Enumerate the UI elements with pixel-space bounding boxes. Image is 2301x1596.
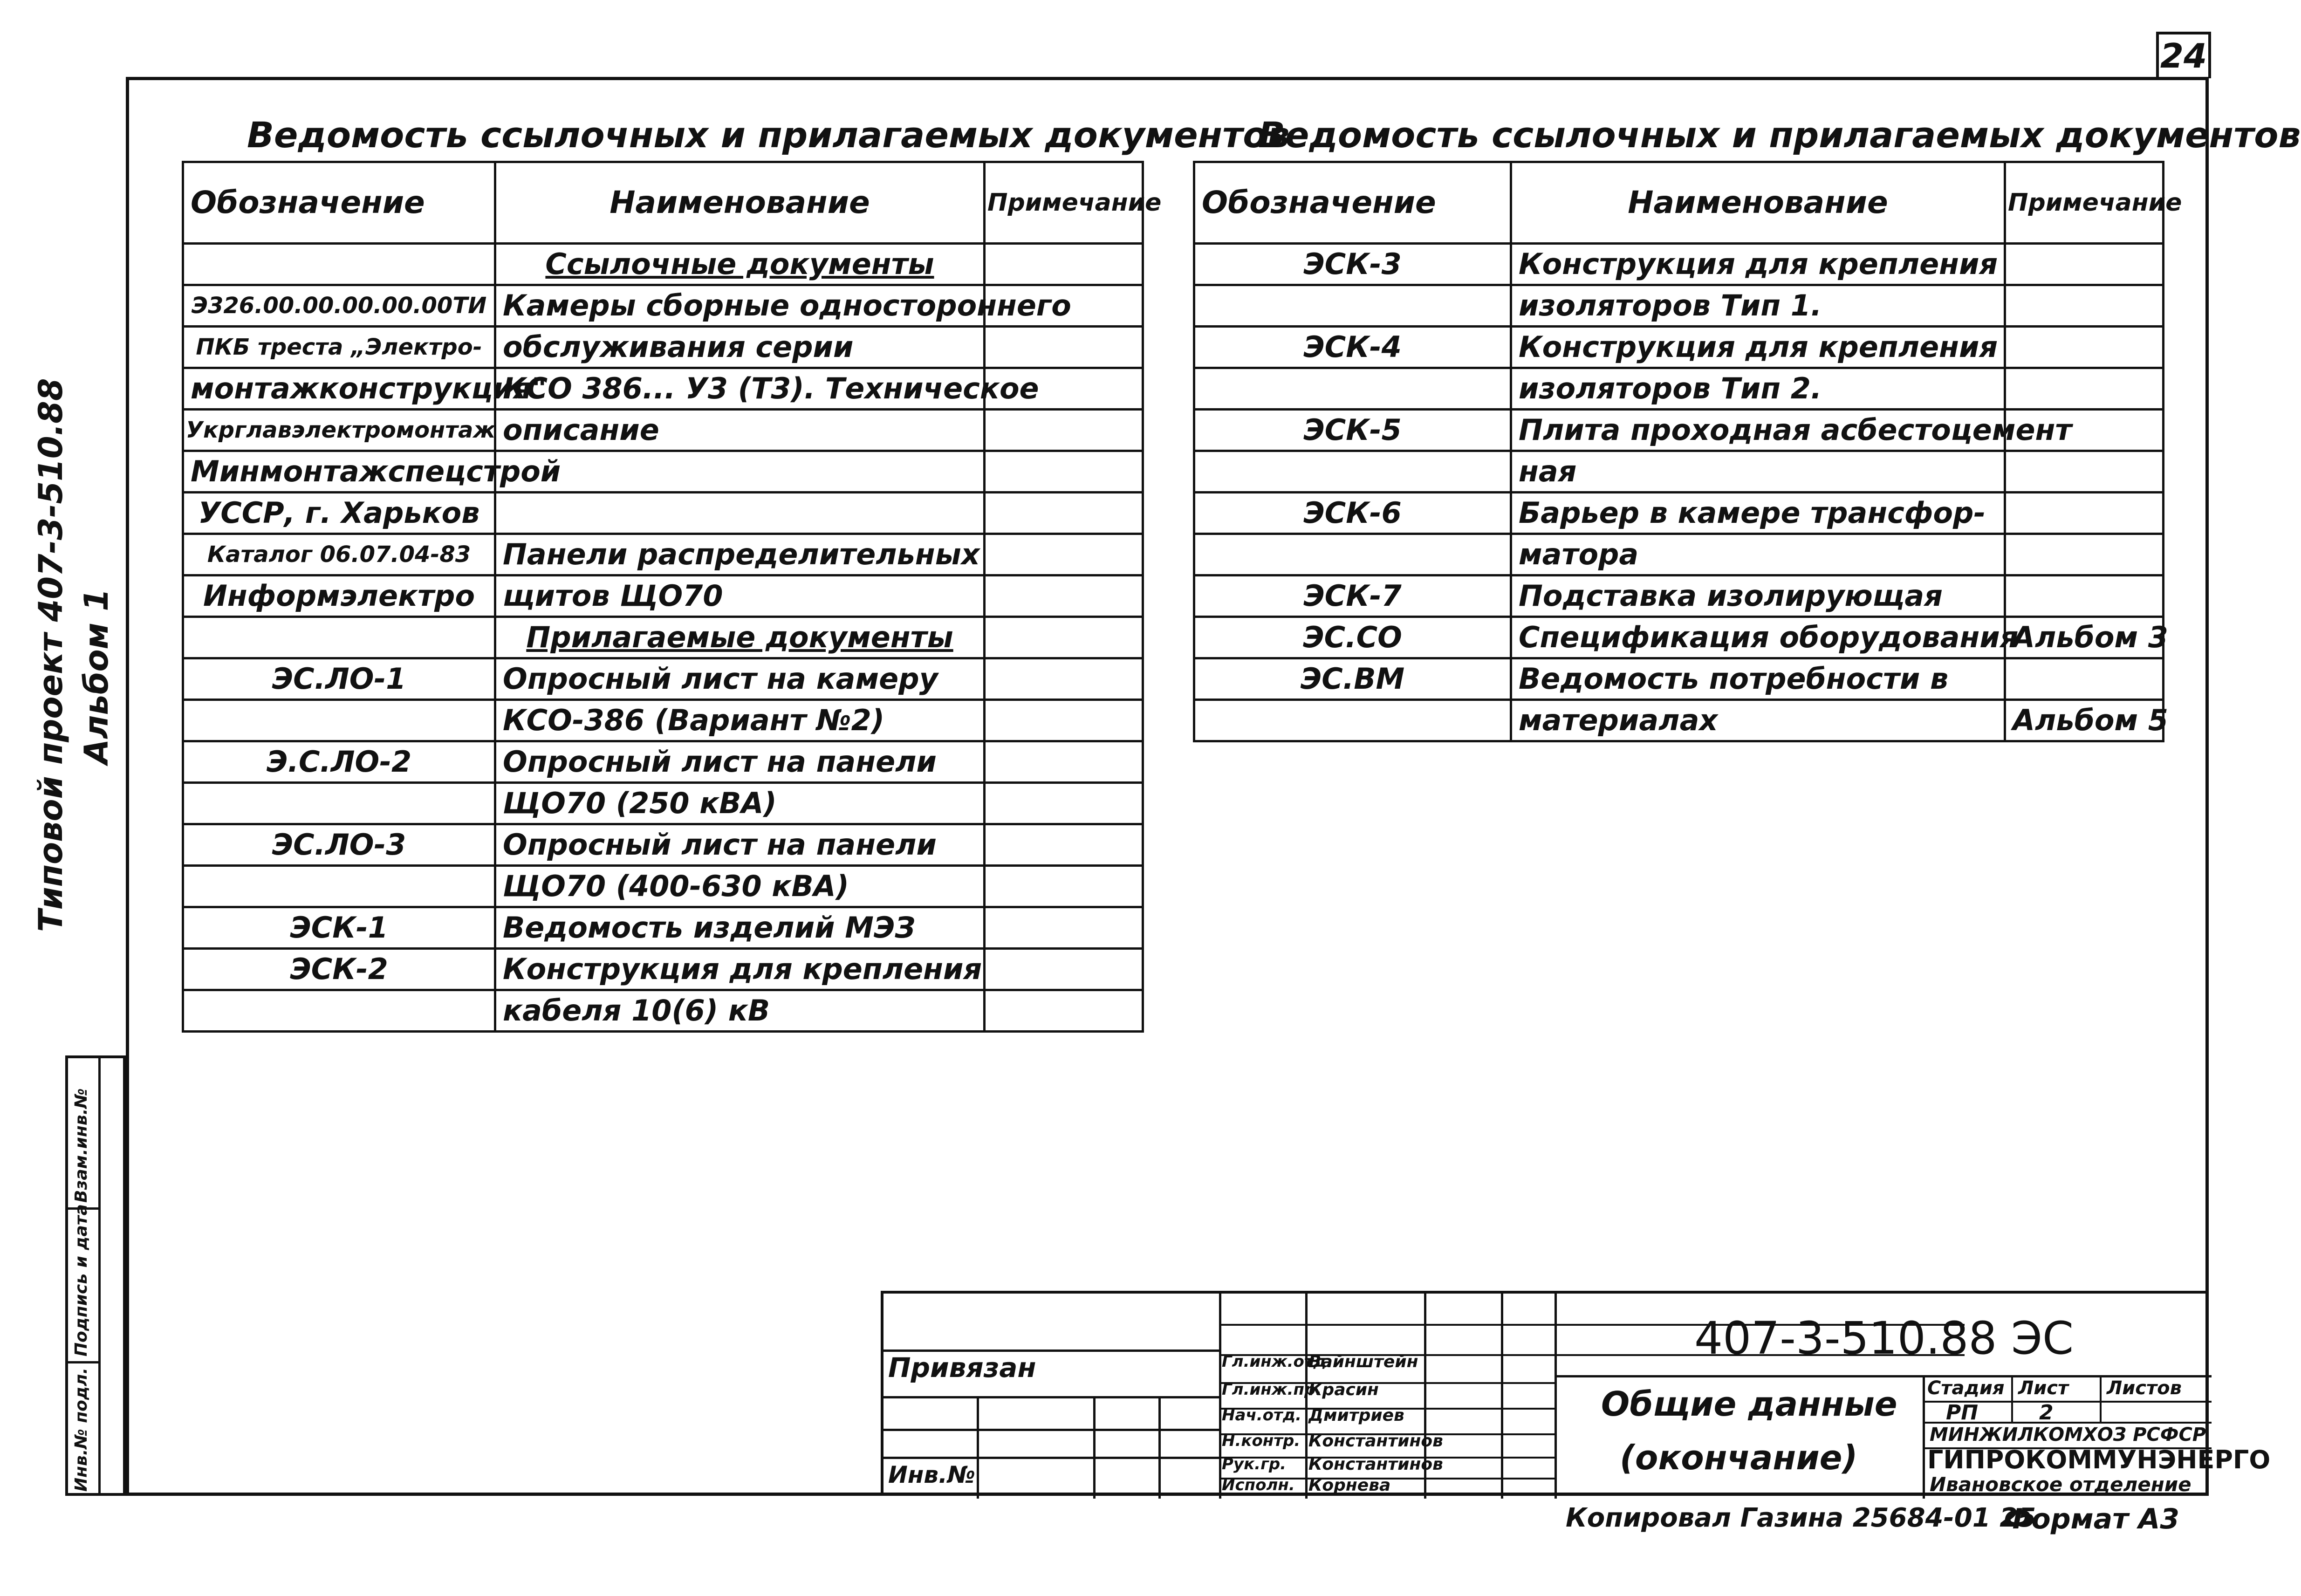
table-cell <box>2005 493 2164 534</box>
signer-name: Корнева <box>1308 1476 1391 1495</box>
table-cell <box>985 741 1143 783</box>
table-cell: Барьер в камере трансфор- <box>1511 493 2005 534</box>
table-cell: ПКБ треста „Электро- <box>183 327 495 368</box>
table-cell: Э326.00.00.00.00.00ТИ <box>183 285 495 327</box>
signer-name: Дмитриев <box>1308 1406 1404 1425</box>
table-cell <box>1194 534 1511 575</box>
table-row <box>1194 658 2164 700</box>
inv-no-label: Инв.№ <box>888 1461 976 1488</box>
table-cell <box>985 534 1143 575</box>
table-cell: описание <box>495 410 985 451</box>
table-cell: ЭС.ЛО-1 <box>183 658 495 700</box>
table-cell <box>985 990 1143 1032</box>
table-row <box>1194 493 2164 534</box>
table-row <box>1194 244 2164 285</box>
table-cell: изоляторов Тип 2. <box>1511 368 2005 410</box>
table-cell: ЭС.ВМ <box>1194 658 1511 700</box>
table-cell <box>985 451 1143 493</box>
table-cell: ЭСК-6 <box>1194 493 1511 534</box>
table-cell <box>2005 244 2164 285</box>
drawing-code: 407-3-510.88 ЭС <box>1694 1312 2074 1364</box>
table-cell <box>2005 368 2164 410</box>
signer-name: Константинов <box>1308 1455 1443 1474</box>
table-cell: Каталог 06.07.04-83 <box>183 534 495 575</box>
table-row <box>183 949 1143 990</box>
table-cell <box>1194 451 1511 493</box>
org-ministry: МИНЖИЛКОМХОЗ РСФСР <box>1930 1424 2206 1445</box>
table-cell: ЭСК-3 <box>1194 244 1511 285</box>
table-cell: Конструкция для крепления <box>1511 244 2005 285</box>
vzam-inv-label: Взам.инв.№ <box>72 1088 91 1203</box>
table-cell <box>985 327 1143 368</box>
table-cell <box>2005 575 2164 617</box>
table-cell: материалах <box>1511 700 2005 741</box>
table-cell: ЭС.ЛО-3 <box>183 824 495 866</box>
table-row <box>1194 700 2164 741</box>
column-header: Обозначение <box>1194 162 1511 244</box>
table-row <box>1194 534 2164 575</box>
table-cell <box>2005 534 2164 575</box>
column-header: Наименование <box>495 162 985 244</box>
table-cell: монтажконструкция" <box>183 368 495 410</box>
table-cell <box>985 866 1143 907</box>
table-cell: Ведомость изделий МЭЗ <box>495 907 985 949</box>
table-row <box>183 658 1143 700</box>
left-documents-table <box>182 161 1162 1033</box>
listov-label: Листов <box>2107 1377 2182 1399</box>
table-cell: Ссылочные документы <box>495 244 985 285</box>
table-cell: Э.С.ЛО-2 <box>183 741 495 783</box>
table-cell: Камеры сборные одностороннего <box>495 285 985 327</box>
table-cell: кабеля 10(6) кВ <box>495 990 985 1032</box>
table-cell: КСО-386 (Вариант №2) <box>495 700 985 741</box>
table-row <box>183 783 1143 824</box>
table-row <box>1194 368 2164 410</box>
drawing-name-line2: (окончание) <box>1620 1438 1858 1477</box>
side-title-line1: Типовой проект 407-3-510.88 <box>32 378 70 932</box>
table-cell: Минмонтажспецстрой <box>183 451 495 493</box>
table-cell <box>1194 700 1511 741</box>
table-cell <box>183 783 495 824</box>
table-row <box>183 534 1143 575</box>
table-row <box>1194 575 2164 617</box>
copied-note: Копировал Газина 25684-01 25 <box>1566 1503 2036 1533</box>
table-cell <box>985 575 1143 617</box>
table-row <box>183 907 1143 949</box>
table-row <box>183 368 1143 410</box>
signer-name: Вайнштейн <box>1308 1352 1418 1371</box>
table-cell: Информэлектро <box>183 575 495 617</box>
table-cell <box>985 617 1143 658</box>
table-cell: ЭСК-5 <box>1194 410 1511 451</box>
table-cell <box>183 244 495 285</box>
table-cell: Прилагаемые документы <box>495 617 985 658</box>
table-cell: Укрглавэлектромонтаж <box>183 410 495 451</box>
table-cell: Подставка изолирующая <box>1511 575 2005 617</box>
title-block <box>881 1291 2271 1496</box>
right-documents-table <box>1193 161 2182 742</box>
table-cell: ЭСК-2 <box>183 949 495 990</box>
side-title <box>28 303 119 932</box>
signer-name: Красин <box>1308 1380 1379 1399</box>
table-row <box>183 741 1143 783</box>
org-branch: Ивановское отделение <box>1930 1473 2191 1496</box>
table-cell <box>985 700 1143 741</box>
table-cell <box>183 866 495 907</box>
table-row <box>183 327 1143 368</box>
table-cell <box>985 907 1143 949</box>
org-institute: ГИПРОКОММУНЭНЕРГО <box>1927 1445 2271 1474</box>
signer-role: Гл.инж.пр. <box>1222 1380 1322 1399</box>
table-cell <box>183 617 495 658</box>
table-cell: Плита проходная асбестоцемент <box>1511 410 2005 451</box>
column-header: Примечание <box>2005 162 2164 244</box>
table-cell: Конструкция для крепления <box>1511 327 2005 368</box>
table-row <box>183 575 1143 617</box>
left-stamp <box>65 1055 126 1496</box>
table-cell: ЭС.СО <box>1194 617 1511 658</box>
list-value: 2 <box>2039 1401 2054 1425</box>
table-cell: матора <box>1511 534 2005 575</box>
table-cell: Опросный лист на панели <box>495 824 985 866</box>
stadiya-value: РП <box>1946 1401 1979 1425</box>
inv-podl-label: Инв.№ подл. <box>72 1367 91 1492</box>
table-cell <box>2005 285 2164 327</box>
signer-role: Н.контр. <box>1222 1432 1301 1450</box>
page-number: 24 <box>2156 32 2211 78</box>
table-cell: Спецификация оборудования <box>1511 617 2005 658</box>
table-cell: Альбом 3 <box>2005 617 2164 658</box>
drawing-name-line1: Общие данные <box>1601 1384 1897 1424</box>
table-row <box>183 410 1143 451</box>
table-cell <box>183 990 495 1032</box>
table-cell: ЩО70 (250 кВА) <box>495 783 985 824</box>
table-row <box>1194 327 2164 368</box>
table-cell <box>2005 327 2164 368</box>
table-cell <box>985 658 1143 700</box>
stadiya-label: Стадия <box>1927 1377 2005 1399</box>
table-cell: ЭСК-4 <box>1194 327 1511 368</box>
table-row <box>1194 410 2164 451</box>
podpis-data-label: Подпись и дата <box>72 1204 91 1356</box>
signer-name: Константинов <box>1308 1432 1443 1451</box>
table-cell <box>1194 368 1511 410</box>
signer-role: Рук.гр. <box>1222 1455 1287 1473</box>
format-label: Формат А3 <box>2004 1503 2180 1535</box>
table-row <box>183 617 1143 658</box>
table-row <box>183 866 1143 907</box>
table-cell <box>495 493 985 534</box>
right-table-title: Ведомость ссылочных и прилагаемых документов <box>1258 114 2301 156</box>
table-header-row <box>1194 162 2164 244</box>
side-title-line2: Альбом 1 <box>77 589 116 764</box>
table-row <box>183 493 1143 534</box>
table-cell: УССР, г. Харьков <box>183 493 495 534</box>
table-row <box>183 451 1143 493</box>
column-header: Обозначение <box>183 162 495 244</box>
table-cell: Опросный лист на панели <box>495 741 985 783</box>
column-header: Примечание <box>985 162 1143 244</box>
table-cell <box>985 783 1143 824</box>
table-cell: Опросный лист на камеру <box>495 658 985 700</box>
table-cell: Конструкция для крепления <box>495 949 985 990</box>
table-cell: Панели распределительных <box>495 534 985 575</box>
table-row <box>183 244 1143 285</box>
table-cell: изоляторов Тип 1. <box>1511 285 2005 327</box>
left-table-title: Ведомость ссылочных и прилагаемых документов <box>247 114 1290 156</box>
table-cell <box>495 451 985 493</box>
table-cell <box>183 700 495 741</box>
privyazan-label: Привязан <box>888 1352 1036 1384</box>
signer-role: Нач.отд. <box>1222 1406 1302 1425</box>
list-label: Лист <box>2018 1377 2069 1399</box>
table-cell <box>2005 658 2164 700</box>
column-header: Наименование <box>1511 162 2005 244</box>
table-row <box>183 990 1143 1032</box>
table-row <box>183 285 1143 327</box>
table-cell <box>985 949 1143 990</box>
signer-role: Гл.инж.отд. <box>1222 1352 1332 1371</box>
table-cell: ная <box>1511 451 2005 493</box>
table-row <box>183 824 1143 866</box>
table-row <box>1194 617 2164 658</box>
table-cell: Ведомость потребности в <box>1511 658 2005 700</box>
table-row <box>1194 285 2164 327</box>
table-cell <box>985 244 1143 285</box>
table-cell: КСО 386... У3 (Т3). Техническое <box>495 368 985 410</box>
table-row <box>183 700 1143 741</box>
table-row <box>1194 451 2164 493</box>
table-cell: ЭСК-1 <box>183 907 495 949</box>
table-cell <box>985 824 1143 866</box>
table-cell: щитов ЩО70 <box>495 575 985 617</box>
table-cell: ЭСК-7 <box>1194 575 1511 617</box>
signer-role: Исполн. <box>1222 1476 1295 1494</box>
table-cell <box>985 493 1143 534</box>
table-cell: ЩО70 (400-630 кВА) <box>495 866 985 907</box>
table-cell <box>1194 285 1511 327</box>
table-cell: Альбом 5 <box>2005 700 2164 741</box>
table-cell <box>985 410 1143 451</box>
table-cell: обслуживания серии <box>495 327 985 368</box>
table-cell <box>2005 451 2164 493</box>
table-header-row <box>183 162 1143 244</box>
